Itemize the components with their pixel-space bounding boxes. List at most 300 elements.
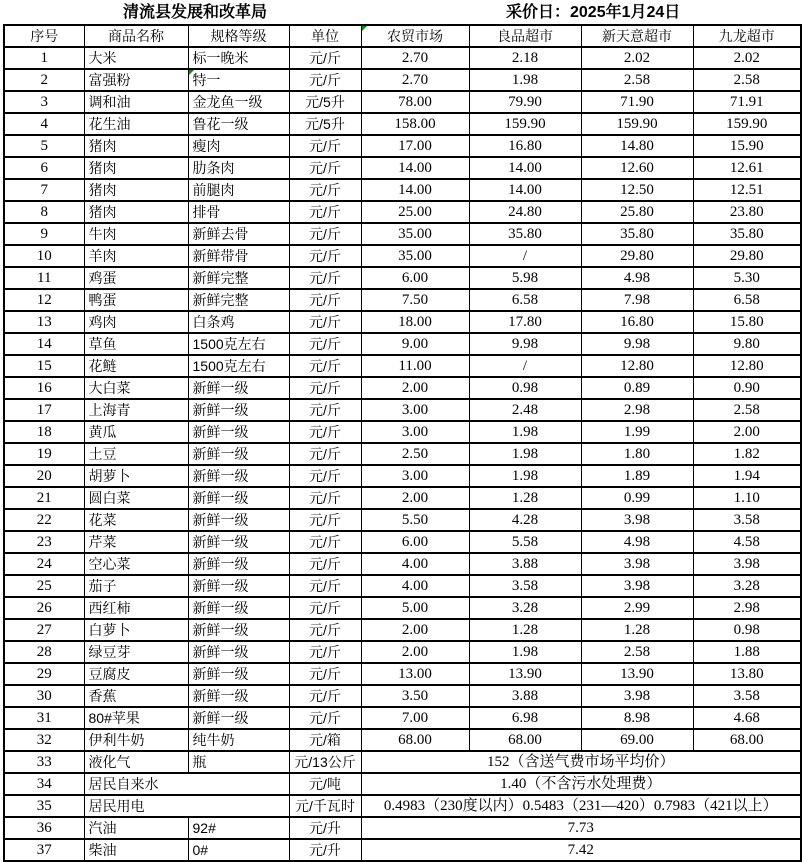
price-cell: 35.00: [361, 223, 469, 245]
product-name-cell: 白萝卜: [84, 619, 188, 641]
table-row: [4, 707, 801, 729]
price-cell: 159.90: [693, 113, 801, 135]
table-row: [4, 113, 801, 135]
column-header-5: 农贸市场: [361, 25, 469, 47]
price-cell: /: [469, 245, 581, 267]
price-cell: 1.98: [469, 465, 581, 487]
price-cell: 69.00: [581, 729, 693, 751]
price-cell: 78.00: [361, 91, 469, 113]
product-name-cell: 猪肉: [84, 157, 188, 179]
column-header-2: 商品名称: [84, 25, 188, 47]
price-cell: 35.80: [581, 223, 693, 245]
price-cell: 68.00: [693, 729, 801, 751]
price-cell: 2.00: [361, 641, 469, 663]
price-cell: 1.28: [469, 487, 581, 509]
product-name-cell: 80#苹果: [84, 707, 188, 729]
row-number-cell: 37: [4, 839, 84, 861]
merged-price-cell: 152（含送气费市场平均价）: [361, 751, 801, 773]
table-row: [4, 421, 801, 443]
column-header-6: 良品超市: [469, 25, 581, 47]
price-cell: 2.98: [581, 399, 693, 421]
org-title: 清流县发展和改革局: [123, 4, 268, 21]
price-cell: 17.80: [469, 311, 581, 333]
product-name-cell: 居民自来水: [84, 773, 289, 795]
merged-price-cell: 0.4983（230度以内）0.5483（231—420）0.7983（421以上）: [361, 795, 801, 817]
price-cell: 6.58: [469, 289, 581, 311]
row-number-cell: 20: [4, 465, 84, 487]
price-cell: 2.02: [581, 47, 693, 69]
spec-cell: 新鲜一级: [188, 509, 289, 531]
unit-cell: 元/斤: [289, 575, 361, 597]
price-cell: 3.98: [693, 553, 801, 575]
price-cell: 4.58: [693, 531, 801, 553]
spec-cell: 新鲜一级: [188, 443, 289, 465]
price-cell: 14.00: [361, 179, 469, 201]
price-cell: 14.00: [469, 179, 581, 201]
table-row: [4, 47, 801, 69]
price-cell: 4.98: [581, 267, 693, 289]
product-name-cell: 大白菜: [84, 377, 188, 399]
unit-cell: 元/13公斤: [289, 751, 361, 773]
product-name-cell: 花生油: [84, 113, 188, 135]
table-row: [4, 201, 801, 223]
unit-cell: 元/斤: [289, 443, 361, 465]
spec-cell: 特一: [188, 69, 289, 91]
table-row: [4, 751, 801, 773]
price-cell: 7.98: [581, 289, 693, 311]
price-cell: 18.00: [361, 311, 469, 333]
unit-cell: 元/斤: [289, 663, 361, 685]
row-number-cell: 3: [4, 91, 84, 113]
price-cell: 2.50: [361, 443, 469, 465]
unit-cell: 元/斤: [289, 157, 361, 179]
price-cell: 2.00: [361, 487, 469, 509]
unit-cell: 元/斤: [289, 553, 361, 575]
product-name-cell: 花菜: [84, 509, 188, 531]
row-number-cell: 9: [4, 223, 84, 245]
price-cell: 7.50: [361, 289, 469, 311]
price-cell: 7.00: [361, 707, 469, 729]
table-row: [4, 773, 801, 795]
price-cell: 14.80: [581, 135, 693, 157]
spec-cell: 92#: [188, 817, 289, 839]
unit-cell: 元/箱: [289, 729, 361, 751]
spec-cell: 新鲜一级: [188, 421, 289, 443]
product-name-cell: 豆腐皮: [84, 663, 188, 685]
product-name-cell: 居民用电: [84, 795, 289, 817]
spec-cell: 前腿肉: [188, 179, 289, 201]
spec-cell: 金龙鱼一级: [188, 91, 289, 113]
table-row: [4, 135, 801, 157]
price-cell: 5.00: [361, 597, 469, 619]
row-number-cell: 16: [4, 377, 84, 399]
price-cell: 1.89: [581, 465, 693, 487]
row-number-cell: 12: [4, 289, 84, 311]
price-cell: 1.94: [693, 465, 801, 487]
price-cell: 3.58: [693, 509, 801, 531]
price-cell: 35.80: [693, 223, 801, 245]
unit-cell: 元/斤: [289, 267, 361, 289]
price-cell: 6.00: [361, 267, 469, 289]
price-cell: 15.80: [693, 311, 801, 333]
price-cell: 68.00: [361, 729, 469, 751]
unit-cell: 元/斤: [289, 597, 361, 619]
product-name-cell: 上海青: [84, 399, 188, 421]
product-name-cell: 富强粉: [84, 69, 188, 91]
price-cell: 68.00: [469, 729, 581, 751]
price-table: [3, 24, 802, 862]
row-number-cell: 4: [4, 113, 84, 135]
price-cell: 4.00: [361, 553, 469, 575]
row-number-cell: 2: [4, 69, 84, 91]
product-name-cell: 花鲢: [84, 355, 188, 377]
unit-cell: 元/斤: [289, 223, 361, 245]
price-cell: 2.70: [361, 69, 469, 91]
price-cell: 1.28: [581, 619, 693, 641]
table-body: [4, 47, 801, 861]
unit-cell: 元/升: [289, 839, 361, 861]
row-number-cell: 24: [4, 553, 84, 575]
price-cell: 71.90: [581, 91, 693, 113]
row-number-cell: 25: [4, 575, 84, 597]
row-number-cell: 19: [4, 443, 84, 465]
unit-cell: 元/斤: [289, 399, 361, 421]
product-name-cell: 伊利牛奶: [84, 729, 188, 751]
product-name-cell: 大米: [84, 47, 188, 69]
table-row: [4, 69, 801, 91]
unit-cell: 元/5升: [289, 91, 361, 113]
table-row: [4, 553, 801, 575]
table-row: [4, 223, 801, 245]
price-cell: 9.98: [469, 333, 581, 355]
price-cell: 5.98: [469, 267, 581, 289]
row-number-cell: 8: [4, 201, 84, 223]
column-header-8: 九龙超市: [693, 25, 801, 47]
product-name-cell: 汽油: [84, 817, 188, 839]
table-row: [4, 399, 801, 421]
price-cell: 13.80: [693, 663, 801, 685]
column-header-7: 新天意超市: [581, 25, 693, 47]
spec-cell: 鲁花一级: [188, 113, 289, 135]
price-cell: 2.58: [581, 641, 693, 663]
spec-cell: 肋条肉: [188, 157, 289, 179]
spec-cell: 白条鸡: [188, 311, 289, 333]
product-name-cell: 空心菜: [84, 553, 188, 575]
price-cell: 12.80: [581, 355, 693, 377]
table-row: [4, 795, 801, 817]
price-cell: 1.98: [469, 641, 581, 663]
product-name-cell: 鸭蛋: [84, 289, 188, 311]
row-number-cell: 23: [4, 531, 84, 553]
spec-cell: 1500克左右: [188, 333, 289, 355]
price-cell: 2.00: [361, 619, 469, 641]
price-cell: 12.51: [693, 179, 801, 201]
product-name-cell: 香蕉: [84, 685, 188, 707]
row-number-cell: 36: [4, 817, 84, 839]
price-cell: 16.80: [581, 311, 693, 333]
row-number-cell: 31: [4, 707, 84, 729]
spec-cell: 0#: [188, 839, 289, 861]
price-cell: 2.98: [693, 597, 801, 619]
row-number-cell: 22: [4, 509, 84, 531]
product-name-cell: 圆白菜: [84, 487, 188, 509]
price-cell: 35.80: [469, 223, 581, 245]
price-cell: 25.00: [361, 201, 469, 223]
unit-cell: 元/斤: [289, 377, 361, 399]
spec-cell: 新鲜一级: [188, 597, 289, 619]
row-number-cell: 1: [4, 47, 84, 69]
table-row: [4, 245, 801, 267]
spec-cell: 新鲜一级: [188, 377, 289, 399]
unit-cell: 元/斤: [289, 333, 361, 355]
price-cell: 1.99: [581, 421, 693, 443]
row-number-cell: 5: [4, 135, 84, 157]
header-row: [4, 25, 801, 47]
table-row: [4, 509, 801, 531]
table-row: [4, 443, 801, 465]
row-number-cell: 30: [4, 685, 84, 707]
unit-cell: 元/斤: [289, 685, 361, 707]
price-cell: /: [469, 355, 581, 377]
price-cell: 3.58: [469, 575, 581, 597]
price-cell: 17.00: [361, 135, 469, 157]
spec-cell: 新鲜一级: [188, 685, 289, 707]
spec-cell: 新鲜一级: [188, 487, 289, 509]
row-number-cell: 29: [4, 663, 84, 685]
unit-cell: 元/斤: [289, 135, 361, 157]
price-cell: 2.48: [469, 399, 581, 421]
product-name-cell: 绿豆芽: [84, 641, 188, 663]
product-name-cell: 柴油: [84, 839, 188, 861]
table-row: [4, 91, 801, 113]
column-header-3: 规格等级: [188, 25, 289, 47]
price-cell: 15.90: [693, 135, 801, 157]
row-number-cell: 18: [4, 421, 84, 443]
table-row: [4, 465, 801, 487]
price-cell: 0.89: [581, 377, 693, 399]
price-cell: 3.98: [581, 685, 693, 707]
price-cell: 4.00: [361, 575, 469, 597]
table-header: [4, 25, 801, 47]
price-cell: 13.90: [581, 663, 693, 685]
row-number-cell: 21: [4, 487, 84, 509]
unit-cell: 元/斤: [289, 201, 361, 223]
price-cell: 0.90: [693, 377, 801, 399]
price-cell: 5.50: [361, 509, 469, 531]
price-cell: 6.58: [693, 289, 801, 311]
spec-cell: 瘦肉: [188, 135, 289, 157]
product-name-cell: 猪肉: [84, 135, 188, 157]
row-number-cell: 6: [4, 157, 84, 179]
table-row: [4, 531, 801, 553]
price-cell: 35.00: [361, 245, 469, 267]
row-number-cell: 7: [4, 179, 84, 201]
merged-price-cell: 7.73: [361, 817, 801, 839]
product-name-cell: 猪肉: [84, 201, 188, 223]
price-cell: 9.98: [581, 333, 693, 355]
price-cell: 2.00: [693, 421, 801, 443]
spec-cell: 新鲜完整: [188, 289, 289, 311]
table-row: [4, 663, 801, 685]
spec-cell: 新鲜带骨: [188, 245, 289, 267]
column-header-1: 序号: [4, 25, 84, 47]
spec-cell: 新鲜一级: [188, 663, 289, 685]
merged-price-cell: 7.42: [361, 839, 801, 861]
price-cell: 2.58: [693, 69, 801, 91]
price-cell: 5.30: [693, 267, 801, 289]
unit-cell: 元/斤: [289, 47, 361, 69]
spec-cell: 新鲜一级: [188, 641, 289, 663]
price-cell: 1.98: [469, 69, 581, 91]
price-cell: 2.02: [693, 47, 801, 69]
price-cell: 2.58: [581, 69, 693, 91]
price-cell: 4.28: [469, 509, 581, 531]
spec-cell: 标一晚米: [188, 47, 289, 69]
price-cell: 3.88: [469, 553, 581, 575]
price-cell: 12.50: [581, 179, 693, 201]
price-cell: 3.28: [469, 597, 581, 619]
table-row: [4, 729, 801, 751]
unit-cell: 元/升: [289, 817, 361, 839]
spec-cell: 新鲜一级: [188, 465, 289, 487]
spec-cell: 排骨: [188, 201, 289, 223]
unit-cell: 元/斤: [289, 641, 361, 663]
row-number-cell: 15: [4, 355, 84, 377]
price-cell: 1.80: [581, 443, 693, 465]
merged-price-cell: 1.40（不含污水处理费）: [361, 773, 801, 795]
price-cell: 158.00: [361, 113, 469, 135]
price-cell: 3.98: [581, 509, 693, 531]
price-cell: 29.80: [693, 245, 801, 267]
spec-cell: 新鲜一级: [188, 575, 289, 597]
product-name-cell: 液化气: [84, 751, 188, 773]
price-cell: 2.00: [361, 377, 469, 399]
row-number-cell: 11: [4, 267, 84, 289]
price-cell: 2.58: [693, 399, 801, 421]
price-cell: 6.98: [469, 707, 581, 729]
price-cell: 1.88: [693, 641, 801, 663]
price-cell: 12.61: [693, 157, 801, 179]
unit-cell: 元/斤: [289, 619, 361, 641]
row-number-cell: 10: [4, 245, 84, 267]
table-row: [4, 641, 801, 663]
row-number-cell: 33: [4, 751, 84, 773]
table-row: [4, 333, 801, 355]
unit-cell: 元/千瓦时: [289, 795, 361, 817]
price-cell: 1.98: [469, 421, 581, 443]
unit-cell: 元/斤: [289, 311, 361, 333]
product-name-cell: 草鱼: [84, 333, 188, 355]
unit-cell: 元/斤: [289, 531, 361, 553]
product-name-cell: 土豆: [84, 443, 188, 465]
price-cell: 0.98: [693, 619, 801, 641]
unit-cell: 元/斤: [289, 509, 361, 531]
row-number-cell: 27: [4, 619, 84, 641]
table-row: [4, 267, 801, 289]
unit-cell: 元/斤: [289, 245, 361, 267]
price-cell: 16.80: [469, 135, 581, 157]
product-name-cell: 调和油: [84, 91, 188, 113]
price-cell: 13.00: [361, 663, 469, 685]
table-row: [4, 597, 801, 619]
price-cell: 2.70: [361, 47, 469, 69]
product-name-cell: 西红柿: [84, 597, 188, 619]
spec-cell: 新鲜一级: [188, 707, 289, 729]
price-cell: 79.90: [469, 91, 581, 113]
spec-cell: 新鲜一级: [188, 531, 289, 553]
price-date: 采价日：2025年1月24日: [506, 4, 681, 21]
price-cell: 9.80: [693, 333, 801, 355]
unit-cell: 元/斤: [289, 465, 361, 487]
price-cell: 1.98: [469, 443, 581, 465]
price-cell: 3.50: [361, 685, 469, 707]
table-row: [4, 311, 801, 333]
unit-cell: 元/斤: [289, 179, 361, 201]
table-row: [4, 839, 801, 861]
price-cell: 9.00: [361, 333, 469, 355]
price-cell: 3.98: [581, 575, 693, 597]
row-number-cell: 26: [4, 597, 84, 619]
product-name-cell: 茄子: [84, 575, 188, 597]
product-name-cell: 猪肉: [84, 179, 188, 201]
price-cell: 3.00: [361, 399, 469, 421]
table-row: [4, 685, 801, 707]
price-cell: 11.00: [361, 355, 469, 377]
price-cell: 1.10: [693, 487, 801, 509]
table-row: [4, 377, 801, 399]
price-cell: 12.60: [581, 157, 693, 179]
unit-cell: 元/斤: [289, 421, 361, 443]
table-row: [4, 817, 801, 839]
price-cell: 159.90: [581, 113, 693, 135]
price-cell: 24.80: [469, 201, 581, 223]
price-cell: 5.58: [469, 531, 581, 553]
unit-cell: 元/斤: [289, 707, 361, 729]
title-bar: [0, 0, 802, 24]
price-cell: 25.80: [581, 201, 693, 223]
price-cell: 2.18: [469, 47, 581, 69]
price-cell: 1.28: [469, 619, 581, 641]
price-cell: 2.99: [581, 597, 693, 619]
price-cell: 12.80: [693, 355, 801, 377]
table-row: [4, 355, 801, 377]
unit-cell: 元/5升: [289, 113, 361, 135]
product-name-cell: 牛肉: [84, 223, 188, 245]
product-name-cell: 鸡肉: [84, 311, 188, 333]
price-cell: 71.91: [693, 91, 801, 113]
table-row: [4, 487, 801, 509]
row-number-cell: 35: [4, 795, 84, 817]
price-cell: 3.28: [693, 575, 801, 597]
spec-cell: 1500克左右: [188, 355, 289, 377]
unit-cell: 元/斤: [289, 487, 361, 509]
column-header-4: 单位: [289, 25, 361, 47]
product-name-cell: 鸡蛋: [84, 267, 188, 289]
product-name-cell: 黄瓜: [84, 421, 188, 443]
spec-cell: 纯牛奶: [188, 729, 289, 751]
price-cell: 3.58: [693, 685, 801, 707]
price-cell: 29.80: [581, 245, 693, 267]
table-row: [4, 575, 801, 597]
price-cell: 159.90: [469, 113, 581, 135]
row-number-cell: 17: [4, 399, 84, 421]
unit-cell: 元/吨: [289, 773, 361, 795]
unit-cell: 元/斤: [289, 355, 361, 377]
price-cell: 3.00: [361, 465, 469, 487]
price-cell: 4.68: [693, 707, 801, 729]
product-name-cell: 胡萝卜: [84, 465, 188, 487]
row-number-cell: 34: [4, 773, 84, 795]
